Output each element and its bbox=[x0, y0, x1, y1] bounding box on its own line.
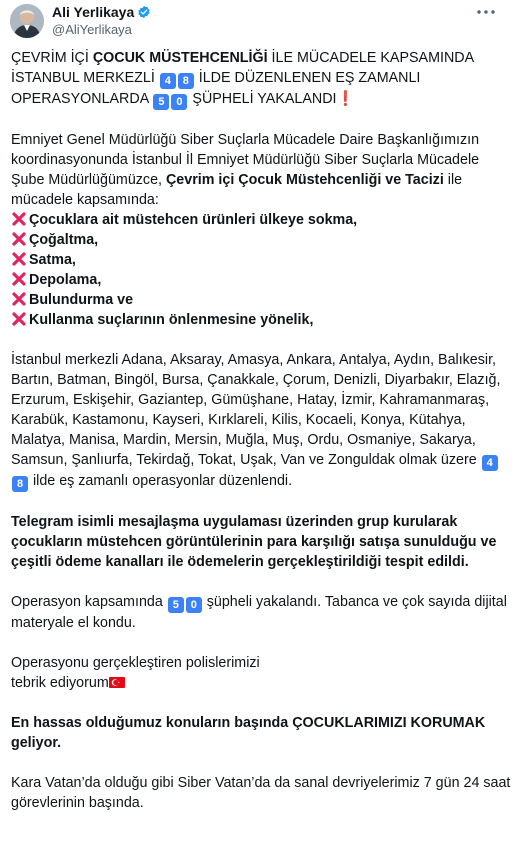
cross-mark-icon bbox=[11, 211, 27, 227]
list-item: Çocuklara ait müstehcen ürünleri ülkeye sokma, bbox=[11, 210, 513, 230]
cross-mark-icon bbox=[11, 271, 27, 287]
closing-paragraph: Kara Vatan’da olduğu gibi Siber Vatan’da da sanal devriyelerimiz 7 gün 24 saat görevlerinin başında. bbox=[11, 775, 511, 811]
cities-paragraph bbox=[11, 350, 513, 492]
keycap-digit: 5 bbox=[153, 94, 169, 110]
intro-bold: Çevrim içi Çocuk Müstehcenliği ve Tacizi bbox=[165, 172, 444, 188]
operation-tail: şüpheli yakalandı. Tabanca ve çok sayıda dijital materyale el kondu. bbox=[11, 594, 507, 631]
congrats-line: tebrik ediyorum bbox=[11, 675, 109, 691]
intro-paragraph bbox=[11, 130, 513, 210]
more-options-icon[interactable] bbox=[475, 2, 497, 22]
keycap-digit: 5 bbox=[168, 597, 184, 613]
tweet-header bbox=[0, 0, 523, 48]
keycap-digit: 0 bbox=[171, 94, 187, 110]
keycap-digit: 4 bbox=[160, 73, 176, 89]
author-handle[interactable]: @AliYerlikaya bbox=[52, 22, 132, 37]
author-name-row bbox=[52, 4, 151, 20]
headline-text: İLDE DÜZENLENEN EŞ ZAMANLI OPERASYONLARDA bbox=[11, 70, 421, 107]
list-item: Çoğaltma, bbox=[11, 230, 513, 250]
tweet-text bbox=[11, 48, 513, 813]
cross-mark-icon bbox=[11, 231, 27, 247]
congrats-paragraph bbox=[11, 653, 513, 693]
congrats-line: Operasyonu gerçekleştiren polislerimizi bbox=[11, 655, 260, 671]
turkey-flag-icon bbox=[109, 677, 125, 688]
author-name[interactable]: Ali Yerlikaya bbox=[52, 4, 135, 20]
list-item: Depolama, bbox=[11, 270, 513, 290]
crime-list bbox=[11, 210, 513, 330]
headline bbox=[11, 48, 513, 110]
list-item: Satma, bbox=[11, 250, 513, 270]
cities-text: İstanbul merkezli Adana, Aksaray, Amasya, Ankara, Antalya, Aydın, Balıkesir, Bartın, Batman, Bingöl, Bursa, Çanakkale, Çorum, Denizli, Diyarbakır, Elazığ, Erzurum, Eskişehir, Gaziantep, Gümüşhane, Hatay, İzmir, Kahramanmaraş, Karabük, Kastamonu, Kayseri, Kırklareli, Kilis, Kocaeli, Konya, Kütahya, Malatya, Manisa, Mardin, Mersin, Muğla, Muş, Ordu, Osmaniye, Sakarya, Samsun, Şanlıurfa, Tekirdağ, Tokat, Uşak, Van ve Zonguldak olmak üzere bbox=[11, 352, 501, 468]
cross-mark-icon bbox=[11, 291, 27, 307]
headline-text: ÇEVRİM İÇİ bbox=[11, 50, 93, 66]
keycap-digit: 8 bbox=[178, 73, 194, 89]
cities-tail: ilde eş zamanlı operasyonlar düzenlendi. bbox=[29, 473, 293, 489]
exclamation-emoji: ❗ bbox=[336, 91, 355, 107]
cross-mark-icon bbox=[11, 251, 27, 267]
headline-bold: ÇOCUK MÜSTEHCENLİĞİ bbox=[92, 50, 268, 66]
verified-badge-icon bbox=[137, 5, 151, 19]
headline-text: İLE MÜCADELE KAPSAMINDA İSTANBUL MERKEZLİ bbox=[11, 50, 474, 86]
telegram-paragraph: Telegram isimli mesajlaşma uygulaması üzerinden grup kurularak çocukların müstehcen görüntülerinin para karşılığı satışa sunulduğu ve çeşitli ödeme kanalları ile ödemelerin gerçekleştirildiği tespit edildi. bbox=[11, 514, 497, 570]
keycap-digit: 0 bbox=[186, 597, 202, 613]
keycap-digit: 4 bbox=[482, 455, 498, 471]
keycap-digit: 8 bbox=[12, 476, 28, 492]
operation-text: Operasyon kapsamında bbox=[11, 594, 167, 610]
operation-paragraph bbox=[11, 592, 513, 633]
avatar[interactable] bbox=[10, 4, 44, 38]
list-item: Kullanma suçlarının önlenmesine yönelik, bbox=[11, 310, 513, 330]
intro-text: Emniyet Genel Müdürlüğü Siber Suçlarla Mücadele Daire Başkanlığımızın koordinasyonunda İstanbul İl Emniyet Müdürlüğü Siber Suçlarla Mücadele Şube Müdürlüğümüzce, bbox=[11, 132, 480, 188]
headline-text: ŞÜPHELİ YAKALANDI bbox=[188, 91, 337, 107]
priority-paragraph: En hassas olduğumuz konuların başında ÇOCUKLARIMIZI KORUMAK geliyor. bbox=[11, 715, 486, 751]
intro-tail: ile mücadele kapsamında: bbox=[11, 172, 463, 208]
list-item: Bulundurma ve bbox=[11, 290, 513, 310]
cross-mark-icon bbox=[11, 311, 27, 327]
